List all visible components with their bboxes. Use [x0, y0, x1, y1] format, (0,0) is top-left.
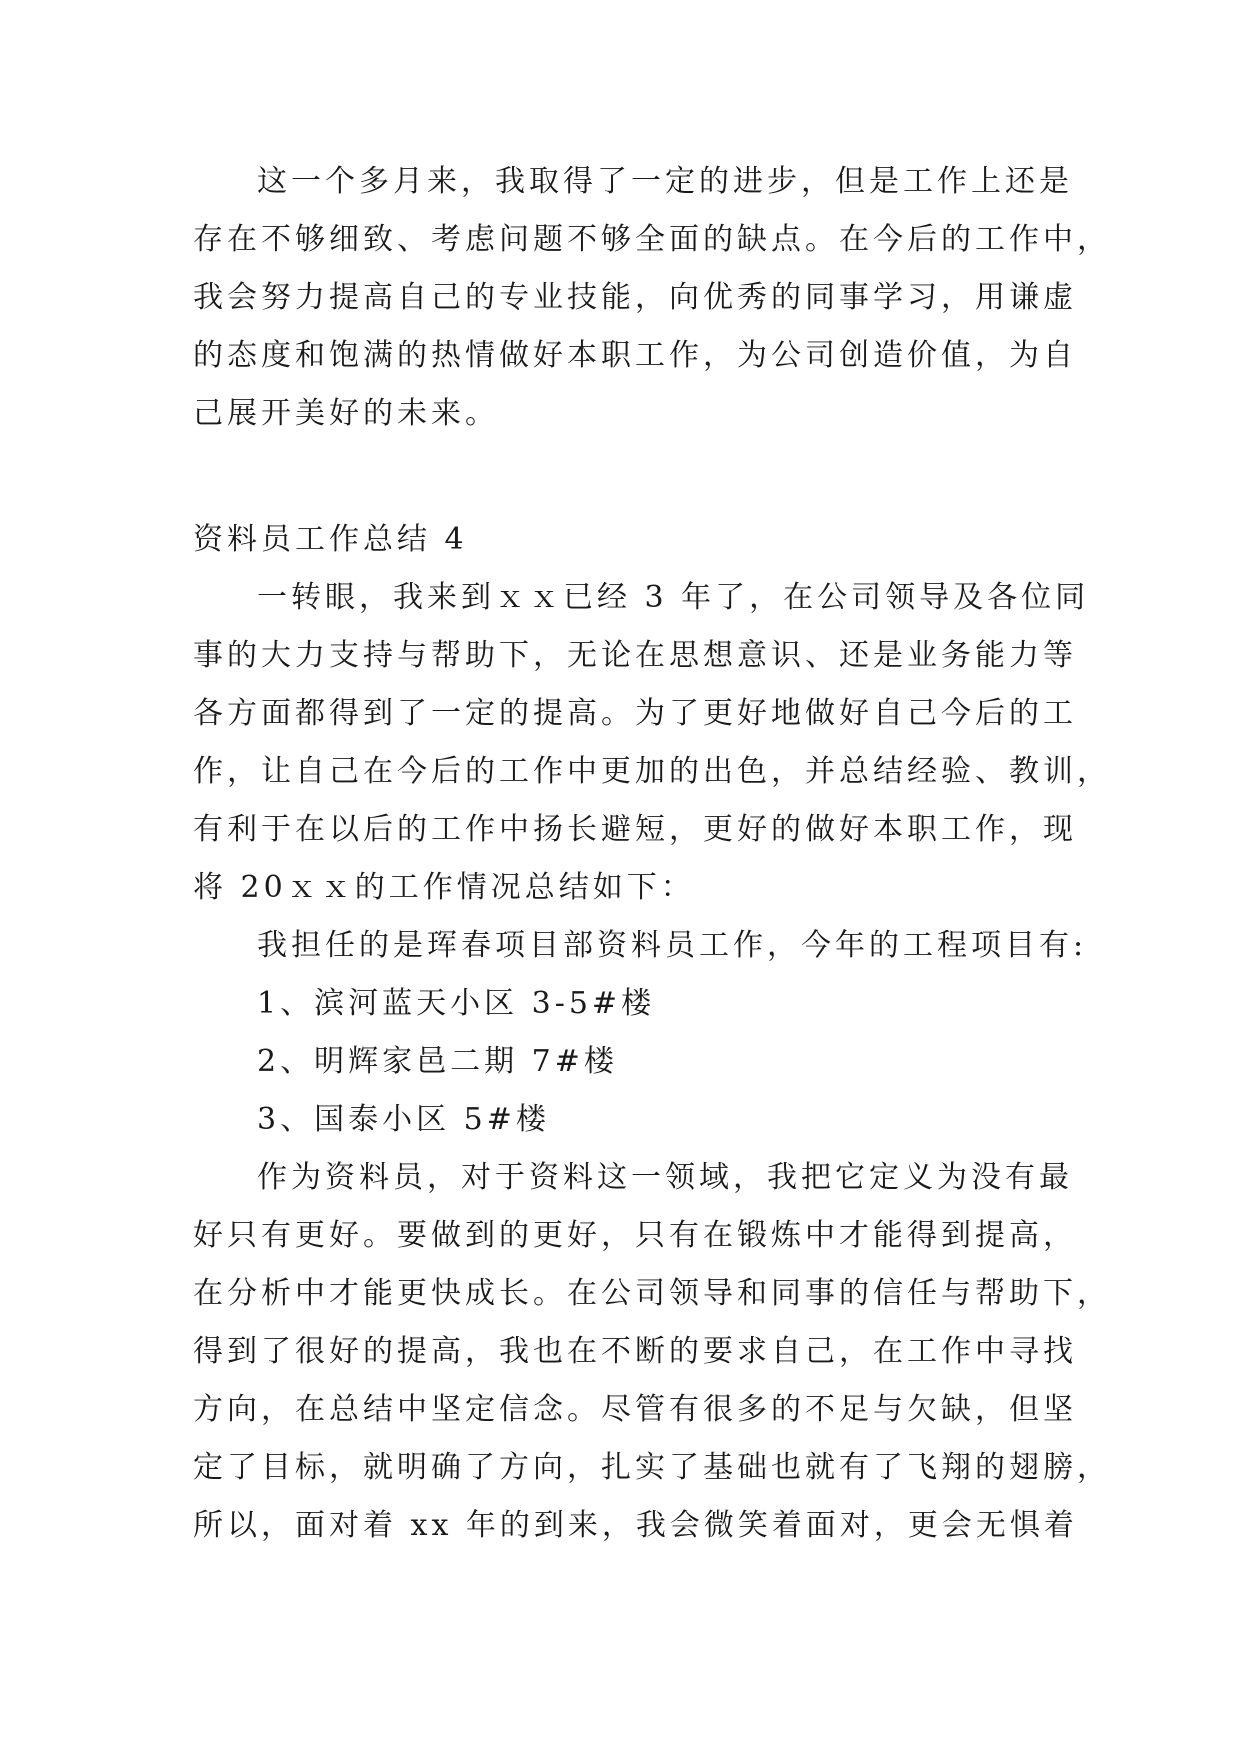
paragraph-line: 方向，在总结中坚定信念。尽管有很多的不足与欠缺，但坚	[193, 1392, 1077, 1427]
intro-paragraph	[193, 153, 1111, 443]
paragraph-line: 在分析中才能更快成长。在公司领导和同事的信任与帮助下，	[193, 1276, 1111, 1311]
paragraph-line: 这一个多月来，我取得了一定的进步，但是工作上还是	[257, 164, 1073, 199]
section-body	[193, 511, 1111, 1555]
paragraph-line: 好只有更好。要做到的更好，只有在锻炼中才能得到提高，	[193, 1218, 1077, 1253]
paragraph-line: 我会努力提高自己的专业技能，向优秀的同事学习，用谦虚	[193, 280, 1077, 315]
paragraph-line: 作，让自己在今后的工作中更加的出色，并总结经验、教训，	[193, 754, 1111, 789]
project-list-item: 3、国泰小区 5#楼	[257, 1102, 550, 1137]
paragraph-line: 得到了很好的提高，我也在不断的要求自己，在工作中寻找	[193, 1334, 1077, 1369]
paragraph-line: 定了目标，就明确了方向，扎实了基础也就有了飞翔的翅膀，	[193, 1450, 1111, 1485]
paragraph-line: 有利于在以后的工作中扬长避短，更好的做好本职工作，现	[193, 812, 1077, 847]
project-list-item: 1、滨河蓝天小区 3-5#楼	[257, 986, 656, 1021]
section-heading: 资料员工作总结 4	[193, 522, 468, 557]
paragraph-line: 各方面都得到了一定的提高。为了更好地做好自己今后的工	[193, 696, 1077, 731]
paragraph-line: 将 20ｘｘ的工作情况总结如下：	[193, 870, 695, 905]
paragraph-line: 一转眼，我来到ｘｘ已经 3 年了，在公司领导及各位同	[257, 580, 1090, 615]
project-list-item: 2、明辉家邑二期 7#楼	[257, 1044, 618, 1079]
paragraph-line: 己展开美好的未来。	[193, 396, 499, 431]
paragraph-line: 的态度和饱满的热情做好本职工作，为公司创造价值，为自	[193, 338, 1077, 373]
paragraph-line: 作为资料员，对于资料这一领域，我把它定义为没有最	[257, 1160, 1073, 1195]
paragraph-line: 存在不够细致、考虑问题不够全面的缺点。在今后的工作中，	[193, 222, 1111, 257]
paragraph-line: 事的大力支持与帮助下，无论在思想意识、还是业务能力等	[193, 638, 1077, 673]
paragraph-line: 我担任的是珲春项目部资料员工作，今年的工程项目有:	[257, 928, 1088, 963]
paragraph-line: 所以，面对着 xx 年的到来，我会微笑着面对，更会无惧着	[193, 1508, 1078, 1543]
